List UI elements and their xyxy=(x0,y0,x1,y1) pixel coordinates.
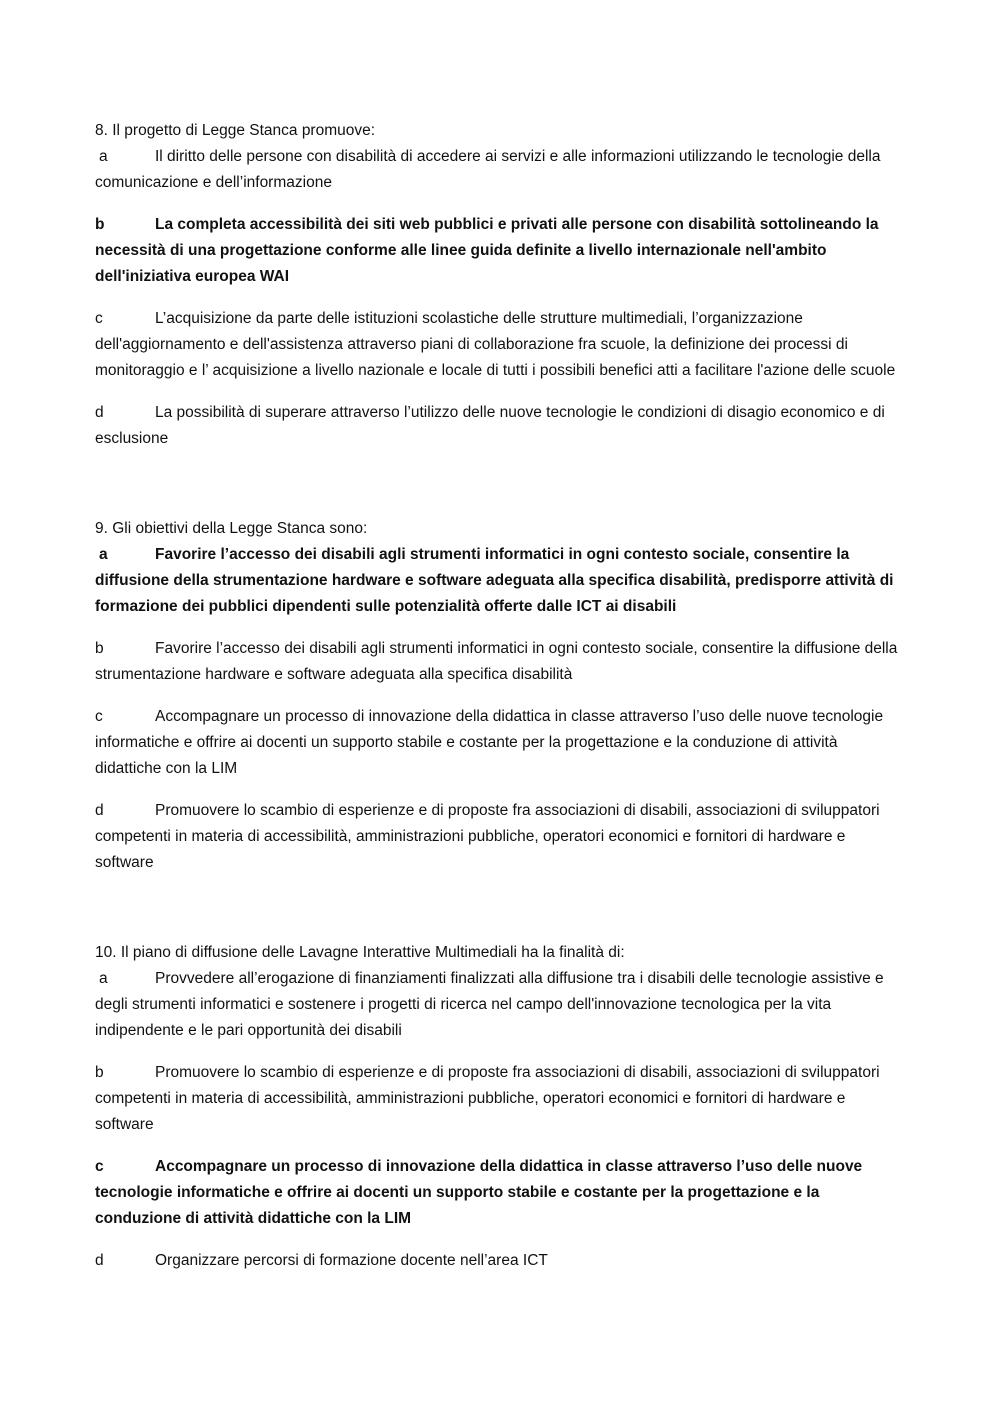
answer-option xyxy=(95,144,907,196)
answer-option xyxy=(95,1060,907,1138)
answer-text: La completa accessibilità dei siti web pubblici e privati alle persone con disabilità sottolineando la necessità di una progettazione conforme alle linee guida definite a livello internazionale nell'ambito dell'iniziativa europea WAI xyxy=(95,216,879,285)
answer-text: L’acquisizione da parte delle istituzioni scolastiche delle strutture multimediali, l’organizzazione dell'aggiornamento e dell'assistenza attraverso piani di collaborazione fra scuole, la definizione dei processi di monitoraggio e l’ acquisizione a livello nazionale e locale di tutti i possibili benefici atti a facilitare l'azione delle scuole xyxy=(95,310,896,379)
answer-letter: c xyxy=(95,310,103,327)
spacer xyxy=(95,892,907,940)
question-9 xyxy=(95,516,907,876)
answer-letter: a xyxy=(99,970,108,987)
answer-text: Il diritto delle persone con disabilità di accedere ai servizi e alle informazioni utilizzando le tecnologie della comunicazione e dell’informazione xyxy=(95,148,881,191)
answer-option xyxy=(95,704,907,782)
answer-text: Organizzare percorsi di formazione docente nell’area ICT xyxy=(155,1252,548,1269)
answer-letter: b xyxy=(95,216,105,233)
answer-option xyxy=(95,798,907,876)
answer-text: La possibilità di superare attraverso l’utilizzo delle nuove tecnologie le condizioni di disagio economico e di esclusione xyxy=(95,404,885,447)
question-title: 8. Il progetto di Legge Stanca promuove: xyxy=(95,122,376,139)
answer-letter: a xyxy=(99,148,108,165)
answer-letter: a xyxy=(99,546,108,563)
answer-option xyxy=(95,400,907,452)
answer-option xyxy=(95,966,907,1044)
question-10 xyxy=(95,940,907,1274)
answer-option xyxy=(95,636,907,688)
answer-letter: d xyxy=(95,404,104,421)
answer-text: Accompagnare un processo di innovazione della didattica in classe attraverso l’uso delle nuove tecnologie informatiche e offrire ai docenti un supporto stabile e costante per la progettazione e la conduzione di attività didattiche con la LIM xyxy=(95,708,884,777)
answer-option xyxy=(95,306,907,384)
answer-letter: c xyxy=(95,1158,104,1175)
answer-letter: b xyxy=(95,640,104,657)
answer-letter: d xyxy=(95,1252,104,1269)
spacer xyxy=(95,468,907,516)
answer-text: Favorire l’accesso dei disabili agli strumenti informatici in ogni contesto sociale, consentire la diffusione della strumentazione hardware e software adeguata alla specifica disabilità, predisporre attività di formazione dei pubblici dipendenti sulle potenzialità offerte dalle ICT ai disabili xyxy=(95,546,894,615)
answer-letter: b xyxy=(95,1064,104,1081)
answer-option xyxy=(95,1248,907,1274)
answer-text: Accompagnare un processo di innovazione della didattica in classe attraverso l’uso delle nuove tecnologie informatiche e offrire ai docenti un supporto stabile e costante per la progettazione e la conduzione di attività didattiche con la LIM xyxy=(95,1158,863,1227)
answer-text: Favorire l’accesso dei disabili agli strumenti informatici in ogni contesto sociale, consentire la diffusione della strumentazione hardware e software adeguata alla specifica disabilità xyxy=(95,640,898,683)
answer-option-correct xyxy=(95,1154,907,1232)
answer-text: Provvedere all’erogazione di finanziamenti finalizzati alla diffusione tra i disabili delle tecnologie assistive e degli strumenti informatici e sostenere i progetti di ricerca nel campo dell'innovazione tecnologica per la vita indipendente e le pari opportunità dei disabili xyxy=(95,970,884,1039)
answer-option-correct xyxy=(95,212,907,290)
question-8 xyxy=(95,118,907,452)
question-title: 9. Gli obiettivi della Legge Stanca sono: xyxy=(95,520,368,537)
answer-letter: c xyxy=(95,708,103,725)
answer-text: Promuovere lo scambio di esperienze e di proposte fra associazioni di disabili, associazioni di sviluppatori competenti in materia di accessibilità, amministrazioni pubbliche, operatori economici e fornitori di hardware e software xyxy=(95,1064,880,1133)
question-title: 10. Il piano di diffusione delle Lavagne Interattive Multimediali ha la finalità di: xyxy=(95,944,625,961)
document-page xyxy=(95,118,907,1290)
answer-option-correct xyxy=(95,542,907,620)
answer-text: Promuovere lo scambio di esperienze e di proposte fra associazioni di disabili, associazioni di sviluppatori competenti in materia di accessibilità, amministrazioni pubbliche, operatori economici e fornitori di hardware e software xyxy=(95,802,880,871)
answer-letter: d xyxy=(95,802,104,819)
